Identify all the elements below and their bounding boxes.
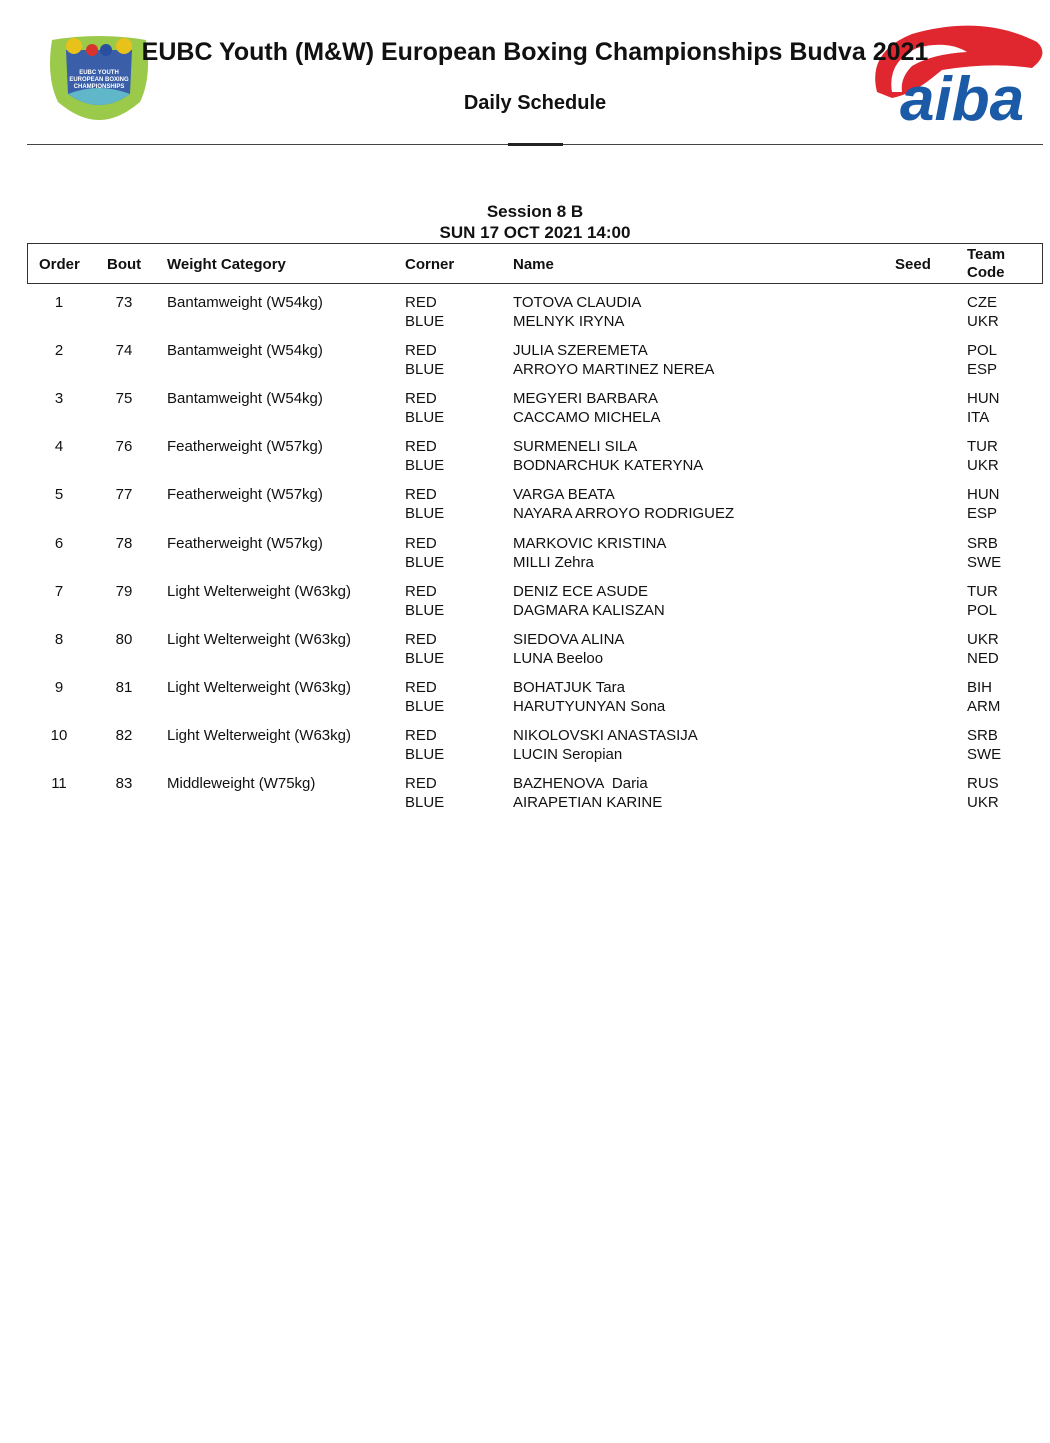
blue-corner: BLUE (405, 601, 445, 619)
bout-number: 81 (115, 678, 133, 696)
blue-team-code: SWE (967, 553, 1002, 571)
bout-number: 77 (115, 486, 133, 504)
bout-number: 75 (115, 390, 133, 408)
bout-row (0, 486, 1050, 530)
blue-corner: BLUE (405, 697, 445, 715)
weight-category: Light Welterweight (W63kg) (167, 582, 351, 600)
blue-team-code: ESP (967, 361, 998, 379)
col-weight: Weight Category (167, 256, 286, 273)
bout-number: 78 (115, 534, 133, 552)
bout-number: 80 (115, 630, 133, 648)
weight-category: Featherweight (W57kg) (167, 486, 323, 504)
blue-corner: BLUE (405, 505, 445, 523)
red-boxer-name: VARGA BEATA (513, 486, 615, 504)
blue-team-code: NED (967, 649, 999, 667)
red-team-code: HUN (967, 486, 1000, 504)
red-team-code: UKR (967, 630, 999, 648)
col-seed: Seed (895, 256, 931, 273)
weight-category: Featherweight (W57kg) (167, 438, 323, 456)
red-corner: RED (405, 726, 437, 744)
weight-category: Middleweight (W75kg) (167, 775, 316, 792)
blue-team-code: ARM (967, 697, 1001, 715)
red-corner: RED (405, 678, 437, 696)
header-divider-mark (508, 143, 563, 146)
col-code-label: Code (967, 264, 1005, 281)
blue-corner: BLUE (405, 649, 445, 667)
blue-boxer-name: LUCIN Seropian (513, 745, 623, 763)
col-bout: Bout (107, 256, 142, 273)
blue-boxer-name: MILLI Zehra (513, 553, 594, 571)
red-corner: RED (405, 582, 437, 600)
blue-boxer-name: BODNARCHUK KATERYNA (513, 457, 704, 475)
red-corner: RED (405, 294, 437, 311)
order: 3 (54, 390, 64, 408)
red-team-code: BIH (967, 678, 993, 696)
red-boxer-name: MEGYERI BARBARA (513, 390, 659, 408)
bout-number: 79 (115, 582, 133, 600)
bout-row (0, 679, 1050, 723)
col-name: Name (513, 256, 554, 273)
table-header (27, 243, 1043, 284)
red-corner: RED (405, 534, 437, 552)
col-corner: Corner (405, 256, 455, 273)
blue-corner: BLUE (405, 794, 445, 811)
blue-corner: BLUE (405, 313, 445, 330)
bout-number: 76 (115, 438, 133, 456)
blue-team-code: SWE (967, 745, 1002, 763)
red-boxer-name: JULIA SZEREMETA (513, 342, 648, 360)
red-corner: RED (405, 775, 437, 792)
session-datetime: SUN 17 OCT 2021 14:00 (439, 223, 631, 242)
blue-corner: BLUE (405, 409, 445, 427)
blue-team-code: UKR (967, 313, 999, 330)
svg-text:aiba: aiba (900, 65, 1025, 124)
blue-corner: BLUE (405, 553, 445, 571)
blue-boxer-name: LUNA Beeloo (513, 649, 604, 667)
bout-number: 74 (115, 342, 133, 360)
col-team-code (967, 246, 1005, 282)
bout-row (0, 727, 1050, 771)
red-corner: RED (405, 438, 437, 456)
red-team-code: SRB (967, 534, 998, 552)
col-order: Order (39, 256, 80, 273)
bout-row (0, 390, 1050, 434)
order: 8 (54, 630, 64, 648)
blue-boxer-name: HARUTYUNYAN Sona (513, 697, 666, 715)
red-team-code: SRB (967, 726, 998, 744)
blue-boxer-name: NAYARA ARROYO RODRIGUEZ (513, 505, 735, 523)
bout-row (0, 342, 1050, 386)
weight-category: Bantamweight (W54kg) (167, 342, 323, 360)
bout-number: 83 (115, 775, 133, 792)
red-boxer-name: BAZHENOVA Daria (513, 775, 648, 792)
red-boxer-name: DENIZ ECE ASUDE (513, 582, 649, 600)
red-corner: RED (405, 342, 437, 360)
red-team-code: TUR (967, 582, 998, 600)
bout-row (0, 294, 1050, 338)
blue-team-code: ESP (967, 505, 998, 523)
blue-team-code: POL (967, 601, 998, 619)
order: 2 (54, 342, 64, 360)
blue-corner: BLUE (405, 361, 445, 379)
document-subtitle: Daily Schedule (463, 92, 607, 114)
order: 10 (50, 726, 68, 744)
bout-row (0, 775, 1050, 819)
blue-boxer-name: DAGMARA KALISZAN (513, 601, 665, 619)
red-corner: RED (405, 630, 437, 648)
weight-category: Light Welterweight (W63kg) (167, 678, 351, 696)
red-team-code: TUR (967, 438, 998, 456)
blue-corner: BLUE (405, 745, 445, 763)
col-team-label: Team (967, 246, 1006, 263)
red-team-code: CZE (967, 294, 997, 311)
red-boxer-name: SIEDOVA ALINA (513, 630, 625, 648)
bout-row (0, 438, 1050, 482)
bout-number: 73 (115, 294, 133, 311)
red-corner: RED (405, 390, 437, 408)
bout-number: 82 (115, 726, 133, 744)
session-name: Session 8 B (486, 202, 584, 221)
order: 6 (54, 534, 64, 552)
order: 7 (54, 582, 64, 600)
blue-boxer-name: MELNYK IRYNA (513, 313, 625, 330)
blue-boxer-name: CACCAMO MICHELA (513, 409, 661, 427)
red-team-code: HUN (967, 390, 1000, 408)
order: 4 (54, 438, 64, 456)
weight-category: Light Welterweight (W63kg) (167, 630, 351, 648)
weight-category: Featherweight (W57kg) (167, 534, 323, 552)
blue-boxer-name: AIRAPETIAN KARINE (513, 794, 663, 811)
eubc-logo-text: EUBC YOUTH EUROPEAN BOXING CHAMPIONSHIPS (69, 70, 129, 90)
order: 9 (54, 678, 64, 696)
weight-category: Light Welterweight (W63kg) (167, 726, 351, 744)
red-boxer-name: SURMENELI SILA (513, 438, 638, 456)
bout-row (0, 631, 1050, 675)
blue-team-code: ITA (967, 409, 990, 427)
blue-team-code: UKR (967, 794, 999, 811)
order: 11 (51, 775, 67, 792)
session-heading (0, 201, 1050, 243)
document-title: EUBC Youth (M&W) European Boxing Championships Budva 2021 (141, 38, 929, 66)
blue-corner: BLUE (405, 457, 445, 475)
red-team-code: POL (967, 342, 998, 360)
blue-boxer-name: ARROYO MARTINEZ NEREA (513, 361, 715, 379)
order: 1 (54, 294, 64, 311)
bout-row (0, 583, 1050, 627)
order: 5 (54, 486, 64, 504)
red-boxer-name: NIKOLOVSKI ANASTASIJA (513, 726, 698, 744)
red-boxer-name: BOHATJUK Tara (513, 678, 625, 696)
weight-category: Bantamweight (W54kg) (167, 390, 323, 408)
bout-row (0, 535, 1050, 579)
weight-category: Bantamweight (W54kg) (167, 294, 323, 311)
blue-team-code: UKR (967, 457, 999, 475)
red-corner: RED (405, 486, 437, 504)
red-team-code: RUS (967, 775, 999, 792)
red-boxer-name: MARKOVIC KRISTINA (513, 534, 667, 552)
red-boxer-name: TOTOVA CLAUDIA (513, 294, 642, 311)
